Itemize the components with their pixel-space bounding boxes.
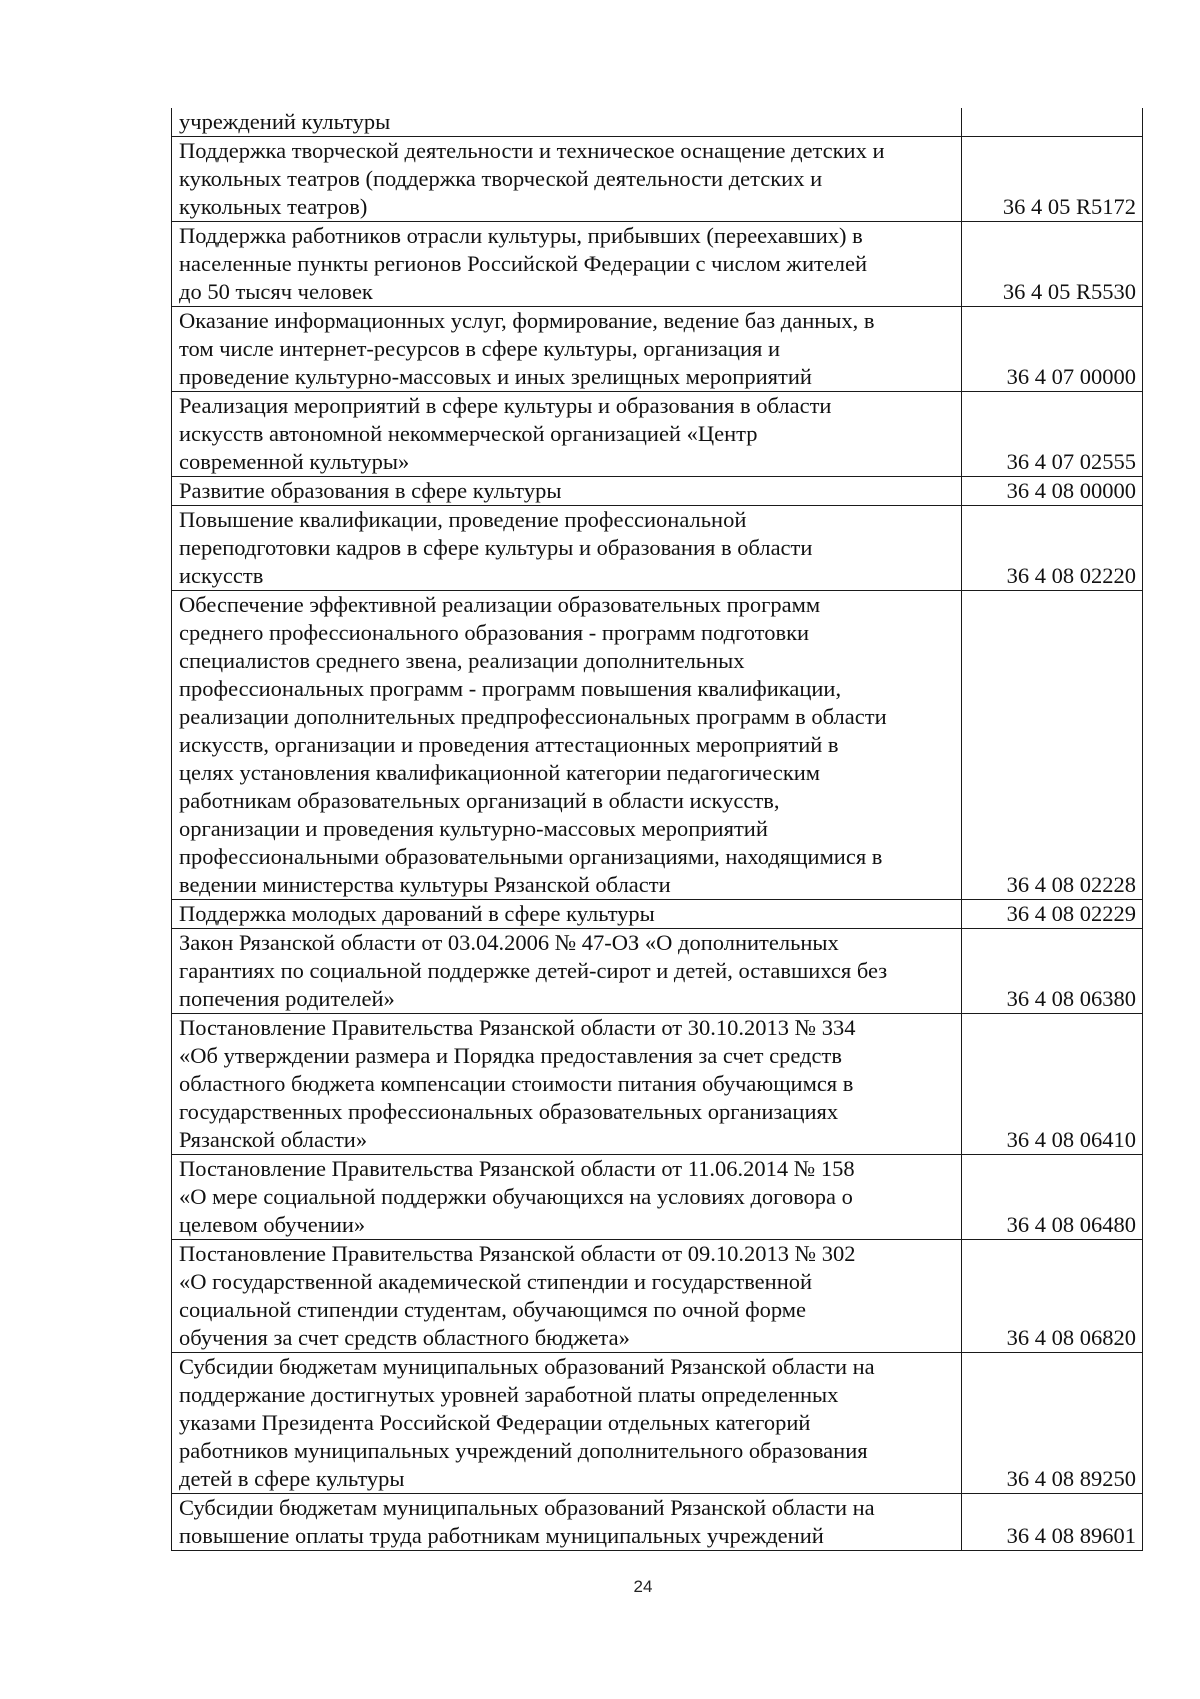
table-row — [172, 392, 1143, 477]
table-row — [172, 1014, 1143, 1155]
row-code: 36 4 08 89601 — [962, 1494, 1143, 1551]
row-description: Субсидии бюджетам муниципальных образований Рязанской области на поддержание достигнутых уровней заработной платы определенных указами Президента Российской Федерации отдельных категорий работников муниципальных учреждений дополнительного образования детей в сфере культуры — [172, 1353, 962, 1494]
row-code: 36 4 05 R5530 — [962, 222, 1143, 307]
row-description: Оказание информационных услуг, формирование, ведение баз данных, в том числе интернет-ресурсов в сфере культуры, организация и проведение культурно-массовых и иных зрелищных мероприятий — [172, 307, 962, 392]
table-row — [172, 108, 1143, 137]
row-code: 36 4 08 02220 — [962, 506, 1143, 591]
row-description: Поддержка творческой деятельности и техническое оснащение детских и кукольных театров (поддержка творческой деятельности детских и кукольных театров) — [172, 137, 962, 222]
budget-classification-table — [171, 108, 1143, 1551]
row-description: Закон Рязанской области от 03.04.2006 № 47-ОЗ «О дополнительных гарантиях по социальной поддержке детей-сирот и детей, оставшихся без попечения родителей» — [172, 929, 962, 1014]
row-code: 36 4 08 02228 — [962, 591, 1143, 900]
table-row — [172, 591, 1143, 900]
row-code: 36 4 08 89250 — [962, 1353, 1143, 1494]
table-row — [172, 1353, 1143, 1494]
row-code: 36 4 07 02555 — [962, 392, 1143, 477]
table-row — [172, 477, 1143, 506]
table-row — [172, 222, 1143, 307]
row-description: Поддержка работников отрасли культуры, прибывших (переехавших) в населенные пункты регионов Российской Федерации с числом жителей до 50 тысяч человек — [172, 222, 962, 307]
table-row — [172, 137, 1143, 222]
row-description: Развитие образования в сфере культуры — [172, 477, 962, 506]
row-description: Реализация мероприятий в сфере культуры и образования в области искусств автономной некоммерческой организацией «Центр современной культуры» — [172, 392, 962, 477]
row-code: 36 4 08 06480 — [962, 1155, 1143, 1240]
table-row — [172, 1240, 1143, 1353]
table-row — [172, 900, 1143, 929]
page-number: 24 — [633, 1577, 653, 1596]
row-code: 36 4 08 06410 — [962, 1014, 1143, 1155]
table-row — [172, 1155, 1143, 1240]
row-description: учреждений культуры — [172, 108, 962, 137]
row-code: 36 4 08 06820 — [962, 1240, 1143, 1353]
row-description: Постановление Правительства Рязанской области от 30.10.2013 № 334 «Об утверждении размера и Порядка предоставления за счет средств областного бюджета компенсации стоимости питания обучающимся в государственных профессиональных образовательных организациях Рязанской области» — [172, 1014, 962, 1155]
row-code: 36 4 07 00000 — [962, 307, 1143, 392]
table-row — [172, 1494, 1143, 1551]
row-description: Субсидии бюджетам муниципальных образований Рязанской области на повышение оплаты труда работникам муниципальных учреждений — [172, 1494, 962, 1551]
row-description: Повышение квалификации, проведение профессиональной переподготовки кадров в сфере культуры и образования в области искусств — [172, 506, 962, 591]
row-code — [962, 108, 1143, 137]
row-description: Обеспечение эффективной реализации образовательных программ среднего профессионального образования - программ подготовки специалистов среднего звена, реализации дополнительных профессиональных программ - программ повышения квалификации, реализации дополнительных предпрофессиональных программ в области искусств, организации и проведения аттестационных мероприятий в целях установления квалификационной категории педагогическим работникам образовательных организаций в области искусств, организации и проведения культурно-массовых мероприятий профессиональными образовательными организациями, находящимися в ведении министерства культуры Рязанской области — [172, 591, 962, 900]
row-description: Постановление Правительства Рязанской области от 09.10.2013 № 302 «О государственной академической стипендии и государственной социальной стипендии студентам, обучающимся по очной форме обучения за счет средств областного бюджета» — [172, 1240, 962, 1353]
row-description: Постановление Правительства Рязанской области от 11.06.2014 № 158 «О мере социальной поддержки обучающихся на условиях договора о целевом обучении» — [172, 1155, 962, 1240]
row-code: 36 4 08 06380 — [962, 929, 1143, 1014]
row-code: 36 4 05 R5172 — [962, 137, 1143, 222]
table-row — [172, 307, 1143, 392]
row-code: 36 4 08 00000 — [962, 477, 1143, 506]
row-code: 36 4 08 02229 — [962, 900, 1143, 929]
row-description: Поддержка молодых дарований в сфере культуры — [172, 900, 962, 929]
table-row — [172, 929, 1143, 1014]
table-row — [172, 506, 1143, 591]
